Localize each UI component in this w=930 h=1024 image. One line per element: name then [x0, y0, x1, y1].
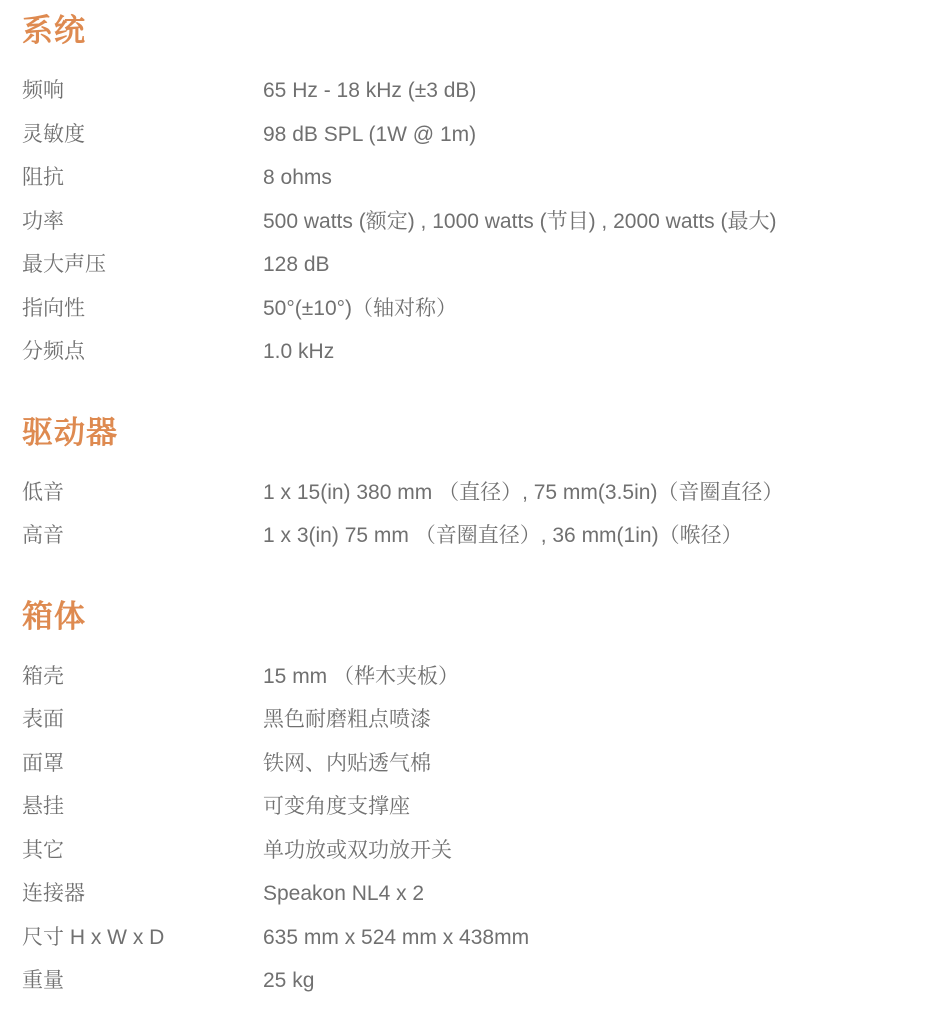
- spec-value: 铁网、内贴透气棉: [263, 751, 431, 775]
- spec-label: 面罩: [22, 751, 64, 775]
- spec-row-power: [22, 200, 906, 244]
- spec-label: 阻抗: [22, 166, 64, 189]
- spec-label: 最大声压: [22, 253, 106, 276]
- spec-value: 可变角度支撑座: [263, 795, 410, 818]
- spec-label: 连接器: [22, 882, 85, 905]
- spec-label: 悬挂: [22, 795, 64, 818]
- spec-row-finish: [22, 698, 906, 742]
- section-drivers: [22, 413, 906, 558]
- spec-label: 灵敏度: [22, 122, 85, 146]
- spec-row-crossover: [22, 330, 906, 374]
- spec-row-grille: [22, 742, 906, 786]
- spec-value: 15 mm （桦木夹板）: [263, 664, 460, 688]
- spec-value: 98 dB SPL (1W @ 1m): [263, 122, 477, 146]
- spec-label: 尺寸 H x W x D: [22, 925, 165, 949]
- spec-label: 低音: [22, 480, 64, 504]
- spec-row-tweeter: [22, 514, 906, 558]
- section-title-drivers: 驱动器: [22, 414, 118, 450]
- spec-row-max-spl: [22, 243, 906, 287]
- spec-label: 其它: [22, 838, 64, 862]
- section-title-cabinet: 箱体: [22, 598, 86, 634]
- section-cabinet: [22, 597, 906, 1003]
- spec-value: 8 ohms: [263, 166, 332, 189]
- spec-label: 功率: [22, 209, 64, 233]
- spec-value: 单功放或双功放开关: [263, 838, 452, 862]
- spec-value: 1.0 kHz: [263, 340, 335, 363]
- spec-label: 表面: [22, 708, 64, 731]
- spec-row-directivity: [22, 287, 906, 331]
- spec-label: 高音: [22, 524, 64, 547]
- spec-table-cabinet: [22, 655, 906, 1003]
- spec-table-system: [22, 69, 906, 374]
- spec-value: 500 watts (额定) , 1000 watts (节目) , 2000 watts (最大): [263, 209, 777, 233]
- spec-label: 箱壳: [22, 664, 64, 688]
- spec-value: 黑色耐磨粗点喷漆: [263, 708, 431, 731]
- spec-label: 分频点: [22, 340, 85, 363]
- spec-row-weight: [22, 959, 906, 1003]
- spec-value: 635 mm x 524 mm x 438mm: [263, 925, 530, 949]
- spec-value: 25 kg: [263, 969, 315, 992]
- spec-value: 1 x 3(in) 75 mm （音圈直径）, 36 mm(1in)（喉径）: [263, 524, 743, 547]
- spec-row-dimensions: [22, 916, 906, 960]
- spec-value: 1 x 15(in) 380 mm （直径）, 75 mm(3.5in)（音圈直径）: [263, 480, 784, 504]
- spec-value: 65 Hz - 18 kHz (±3 dB): [263, 79, 477, 102]
- spec-value: 50°(±10°)（轴对称）: [263, 296, 458, 320]
- section-system: [22, 11, 906, 374]
- spec-row-sensitivity: [22, 113, 906, 157]
- spec-row-rigging: [22, 785, 906, 829]
- spec-row-connectors: [22, 872, 906, 916]
- spec-table-drivers: [22, 471, 906, 558]
- spec-row-other: [22, 829, 906, 873]
- spec-label: 重量: [22, 969, 64, 992]
- spec-label: 频响: [22, 79, 64, 102]
- section-title-system: 系统: [22, 13, 86, 48]
- spec-row-frequency-response: [22, 69, 906, 113]
- spec-value: Speakon NL4 x 2: [263, 882, 425, 905]
- spec-row-enclosure: [22, 655, 906, 699]
- spec-row-impedance: [22, 156, 906, 200]
- spec-value: 128 dB: [263, 253, 330, 276]
- spec-row-woofer: [22, 471, 906, 515]
- spec-label: 指向性: [22, 296, 85, 320]
